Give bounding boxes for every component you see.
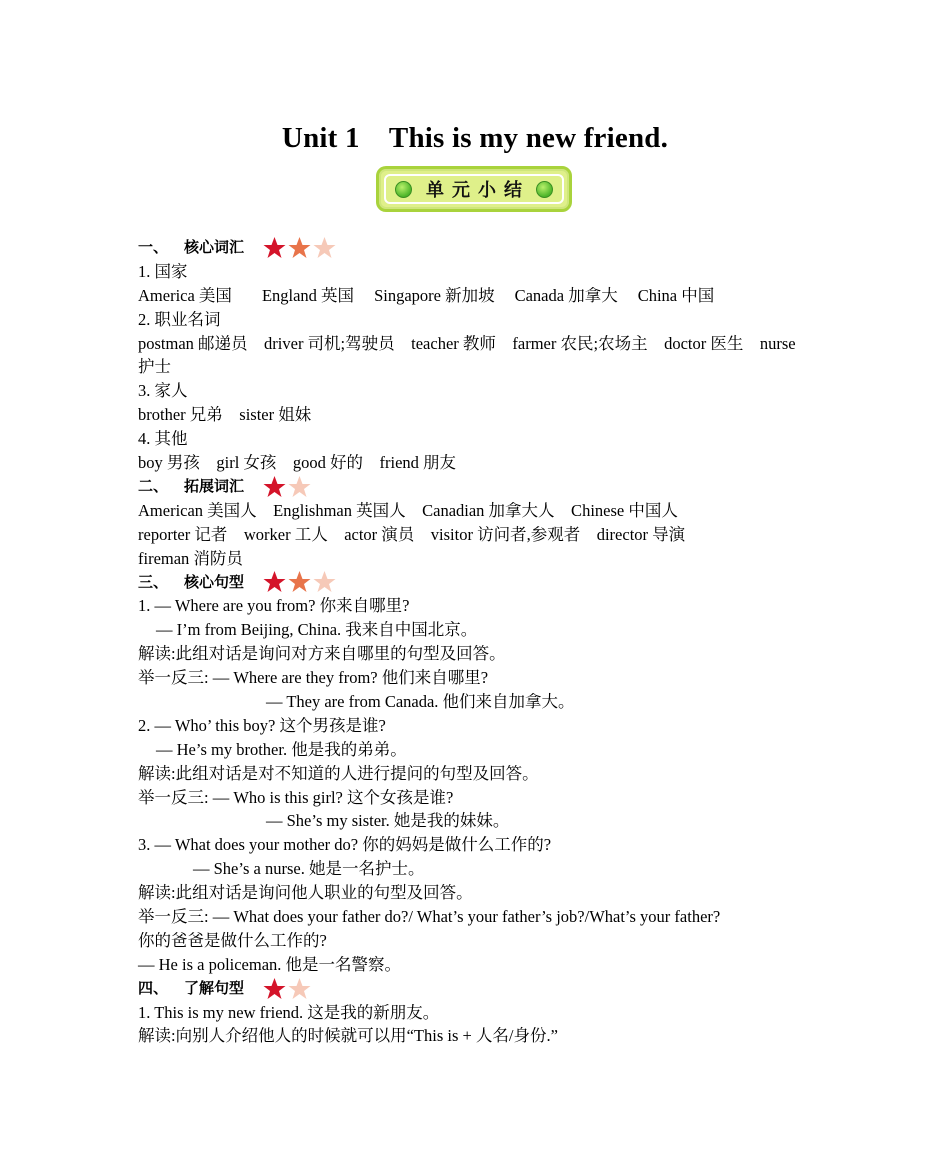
section-number: 三、 xyxy=(138,572,169,591)
sentence-example: 举一反三: — What does your father do?/ What’s your father’s job?/What’s your father? xyxy=(138,906,721,926)
category-countries: 1. 国家 xyxy=(138,261,188,281)
section-number: 四、 xyxy=(138,978,169,997)
vocab-item: America 美国 xyxy=(138,285,232,305)
section-number: 一、 xyxy=(138,238,169,256)
star-icon xyxy=(287,236,312,260)
page-title: Unit 1 This is my new friend. xyxy=(281,122,669,154)
vocab-family: brother 兄弟 sister 姐妹 xyxy=(138,405,312,425)
vocab-fireman: fireman 消防员 xyxy=(138,548,243,568)
vocab-item: China 中国 xyxy=(637,285,715,305)
difficulty-stars xyxy=(262,475,312,499)
section-badge xyxy=(376,166,572,212)
section-label: 核心词汇 xyxy=(184,238,245,256)
summary-body xyxy=(138,236,818,1048)
section-label: 核心句型 xyxy=(184,572,245,591)
star-icon xyxy=(262,475,287,499)
section-number: 二、 xyxy=(138,476,169,495)
sentence-example-answer: — She’s my sister. 她是我的妹妹。 xyxy=(266,811,510,831)
badge-frame xyxy=(384,174,564,204)
difficulty-stars xyxy=(262,236,337,260)
star-icon xyxy=(262,570,287,594)
category-jobs: 2. 职业名词 xyxy=(138,309,221,329)
star-icon xyxy=(262,977,287,1001)
sentence-example: 举一反三: — Where are they from? 他们来自哪里? xyxy=(138,668,489,688)
section-label: 了解句型 xyxy=(184,978,245,997)
star-icon xyxy=(312,236,337,260)
sentence-explanation: 解读:此组对话是询问他人职业的句型及回答。 xyxy=(138,883,473,903)
sentence-answer: — She’s a nurse. 她是一名护士。 xyxy=(193,859,425,879)
sentence-explanation: 解读:此组对话是询问对方来自哪里的句型及回答。 xyxy=(138,644,506,664)
sentence-explanation: 解读:向别人介绍他人的时候就可以用“This is + 人名/身份.” xyxy=(138,1026,558,1046)
section-heading-extended-vocabulary xyxy=(138,475,818,499)
sentence-question: 1. — Where are you from? 你来自哪里? xyxy=(138,596,410,616)
sentence-question: 3. — What does your mother do? 你的妈妈是做什么工作的? xyxy=(138,835,552,855)
sentence-explanation: 解读:此组对话是对不知道的人进行提问的句型及回答。 xyxy=(138,763,539,783)
section-heading-understand-sentences xyxy=(138,977,818,1001)
dot-icon xyxy=(395,181,412,198)
vocab-others: boy 男孩 girl 女孩 good 好的 friend 朋友 xyxy=(138,453,457,473)
dot-icon xyxy=(536,181,553,198)
section-heading-core-sentences xyxy=(138,571,818,595)
vocab-item: Singapore 新加坡 xyxy=(374,285,495,305)
vocab-countries xyxy=(138,284,818,308)
badge-label: 单元小结 xyxy=(426,180,530,201)
vocab-item: England 英国 xyxy=(261,285,355,305)
vocab-jobs: postman 邮递员 driver 司机;驾驶员 teacher 教师 farmer 农民;农场主 doctor 医生 nurse 护士 xyxy=(138,333,800,377)
sentence-question: 2. — Who’ this boy? 这个男孩是谁? xyxy=(138,715,386,735)
star-icon xyxy=(287,977,312,1001)
sentence-example-answer: — He is a policeman. 他是一名警察。 xyxy=(138,954,402,974)
star-icon xyxy=(262,236,287,260)
star-icon xyxy=(287,570,312,594)
vocab-nationalities: American 美国人 Englishman 英国人 Canadian 加拿大人 Chinese 中国人 xyxy=(138,500,678,520)
sentence-answer: — He’s my brother. 他是我的弟弟。 xyxy=(156,739,407,759)
category-others: 4. 其他 xyxy=(138,429,188,449)
difficulty-stars xyxy=(262,977,312,1001)
sentence-answer: — I’m from Beijing, China. 我来自中国北京。 xyxy=(156,620,478,640)
sentence-example-answer: — They are from Canada. 他们来自加拿大。 xyxy=(266,691,575,711)
section-heading-core-vocabulary xyxy=(138,236,818,260)
difficulty-stars xyxy=(262,570,337,594)
section-label: 拓展词汇 xyxy=(184,476,245,495)
vocab-item: Canada 加拿大 xyxy=(514,285,618,305)
star-icon xyxy=(287,475,312,499)
vocab-jobs-extended: reporter 记者 worker 工人 actor 演员 visitor 访问者,参观者 director 导演 xyxy=(138,524,686,544)
category-family: 3. 家人 xyxy=(138,381,188,401)
sentence-example: 举一反三: — Who is this girl? 这个女孩是谁? xyxy=(138,787,454,807)
sentence-example-translation: 你的爸爸是做什么工作的? xyxy=(138,930,327,950)
star-icon xyxy=(312,570,337,594)
sentence-introduction: 1. This is my new friend. 这是我的新朋友。 xyxy=(138,1002,440,1022)
